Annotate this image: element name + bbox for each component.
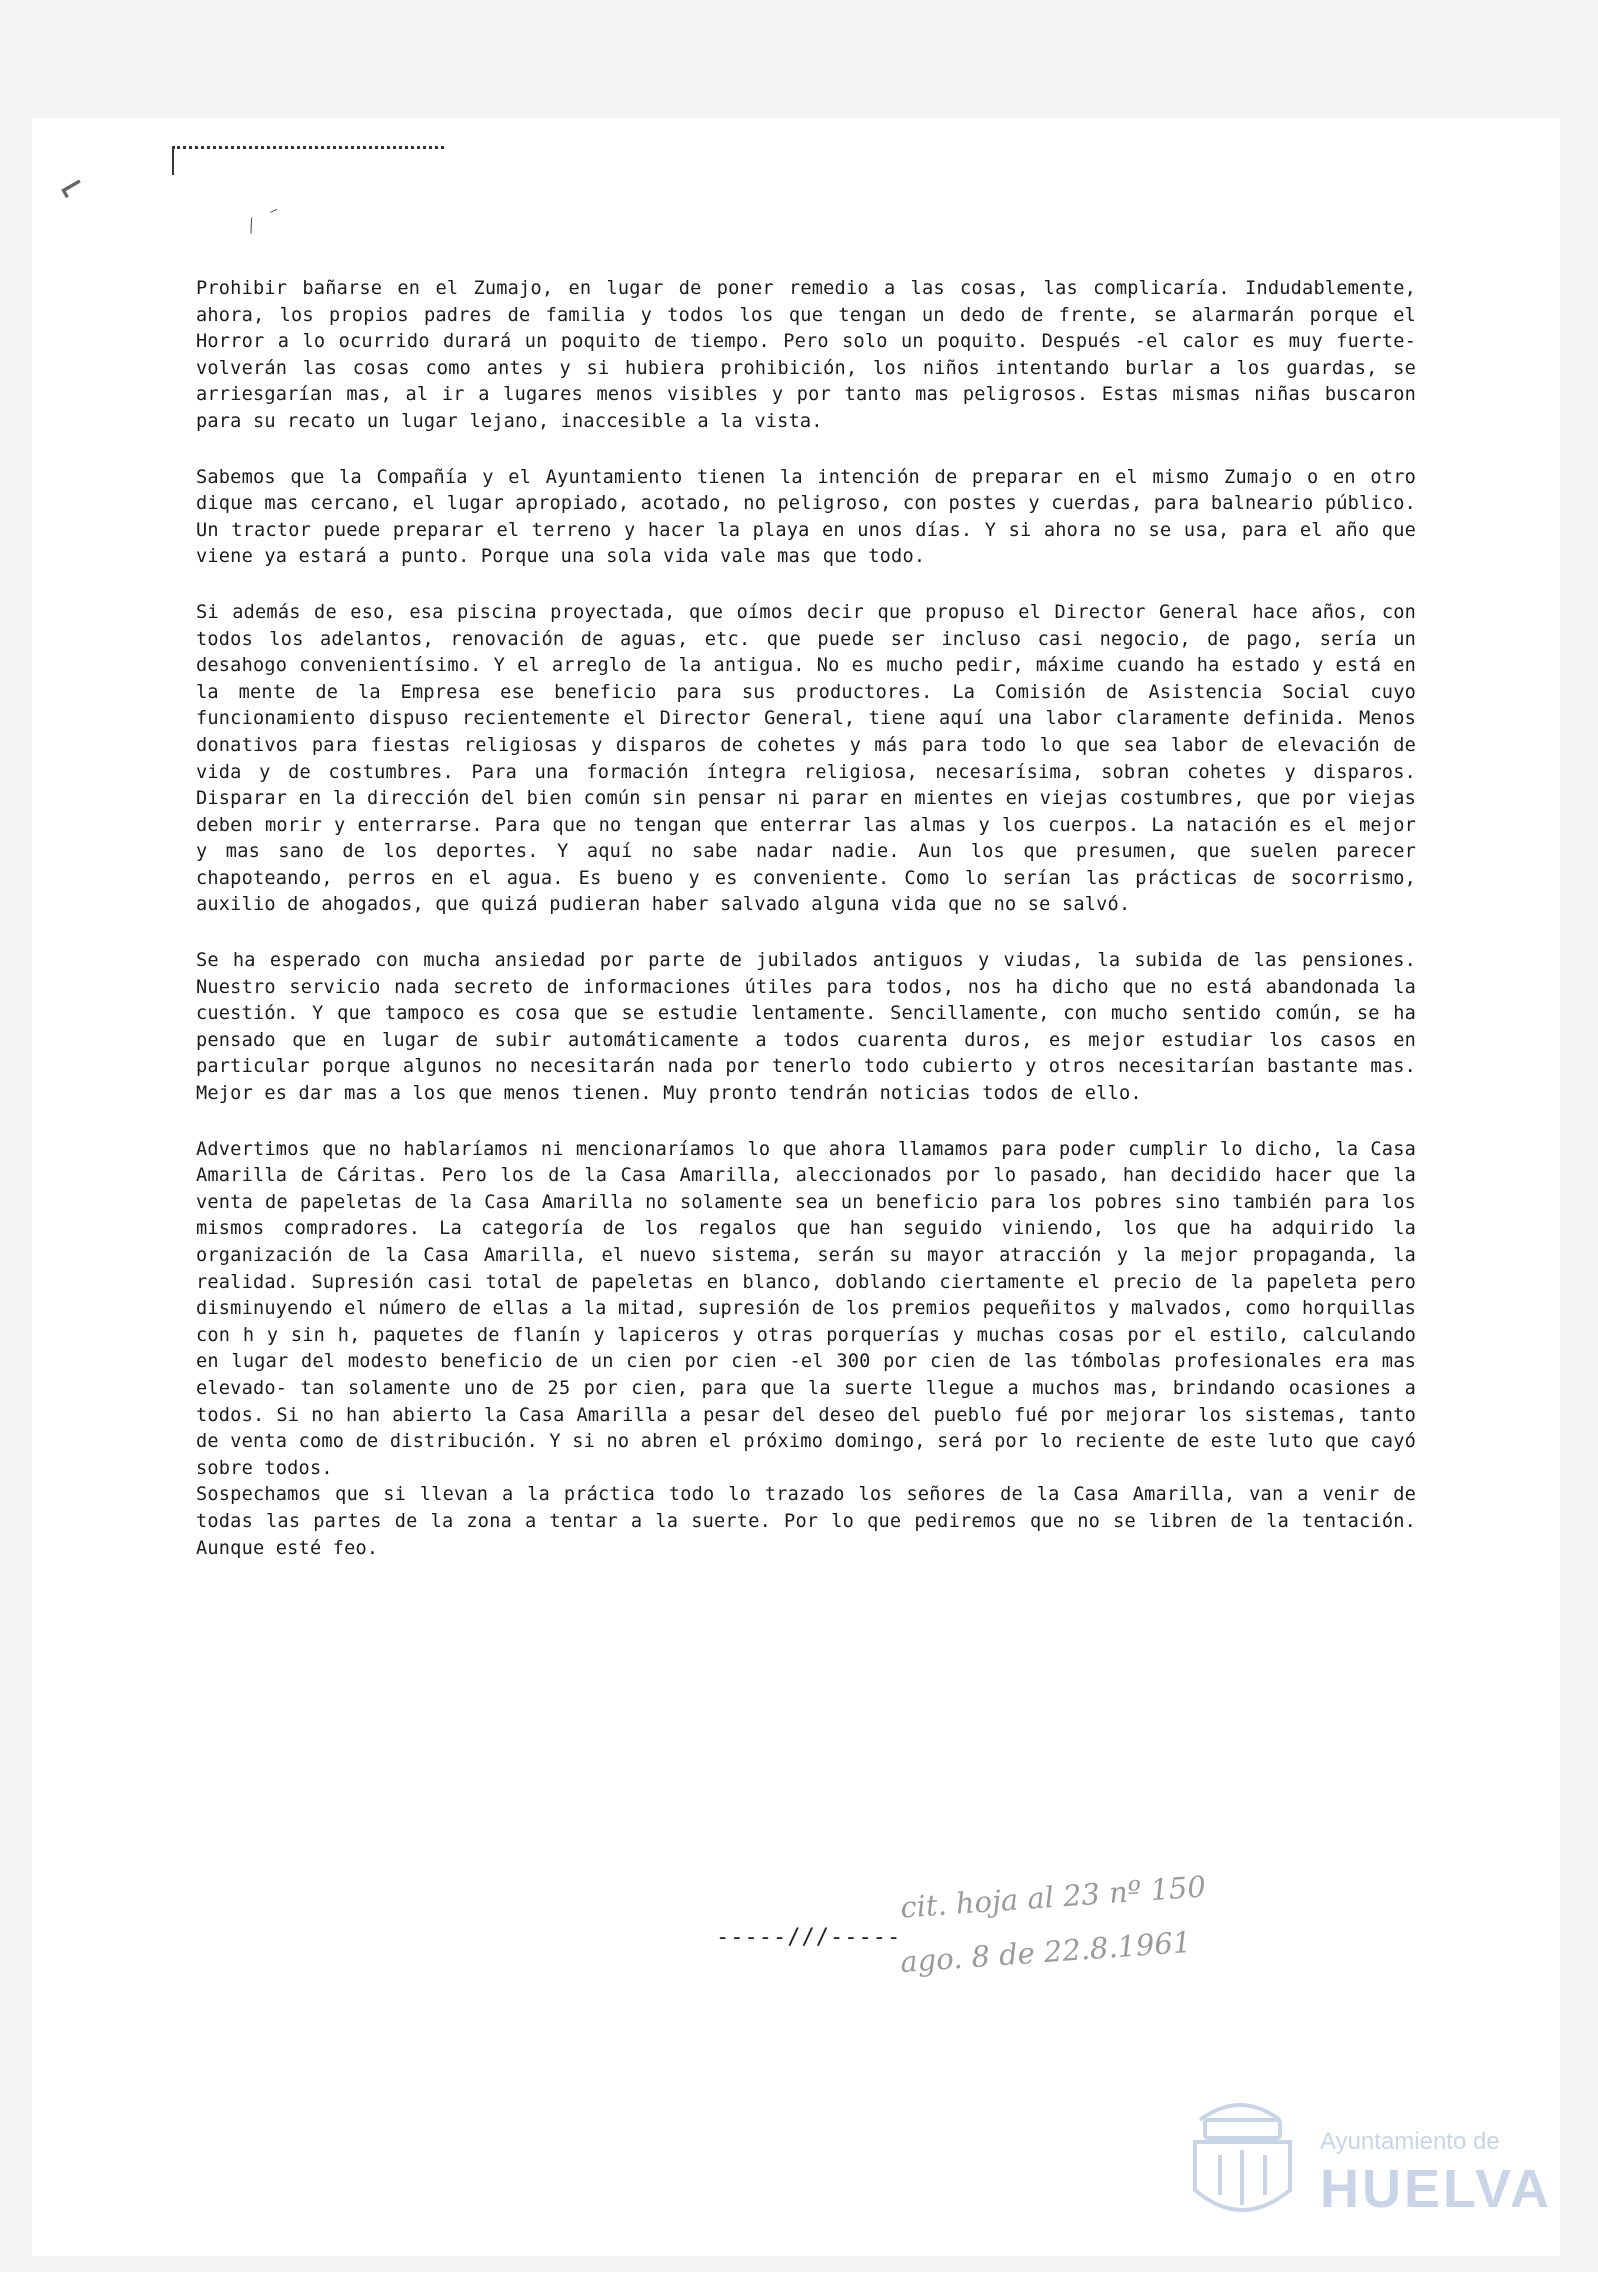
paragraph-1: Prohibir bañarse en el Zumajo, en lugar de poner remedio a las cosas, las complicaría. Indudablemente, ahora, los propios padres de familia y todos los que tengan un dedo de frente, se alarmarán porque el Horror a lo ocurrido durará un poquito de tiempo. Pero solo un poquito. Después -el calor es muy fuerte- volverán las cosas como antes y si hubiera prohibición, los niños intentando burlar a los guardas, se arriesgarían mas, al ir a lugares menos visibles y por tanto mas peligrosos. Estas mismas niñas buscaron para su recato un lugar lejano, inaccesible a la vista. xyxy=(196,278,1416,432)
corner-bracket-mark xyxy=(172,146,444,175)
pencil-tick: ⁄ ⁻ xyxy=(240,200,287,241)
typed-text-body xyxy=(196,276,1416,1591)
watermark-line2: HUELVA xyxy=(1320,2159,1552,2219)
paragraph-6: Sospechamos que si llevan a la práctica todo lo trazado los señores de la Casa Amarilla, van a venir de todas las partes de la zona a tentar a la suerte. Por lo que pediremos que no se libren de la tentación. Aunque esté feo. xyxy=(196,1484,1416,1559)
watermark-line1: Ayuntamiento de xyxy=(1320,2128,1500,2155)
handwritten-note-line1: cit. hoja al 23 nº 150 xyxy=(899,1869,1207,1925)
end-mark: -----///----- xyxy=(716,1925,902,1950)
pencil-mark: ⌐ xyxy=(50,162,94,214)
handwritten-note-line2: ago. 8 de 22.8.1961 xyxy=(899,1924,1193,1980)
paragraph-4: Se ha esperado con mucha ansiedad por parte de jubilados antiguos y viudas, la subida de las pensiones. Nuestro servicio nada secreto de informaciones útiles para todos, nos ha dicho que no está abandonada la cuestión. Y que tampoco es cosa que se estudie lentamente. Sencillamente, con mucho sentido común, se ha pensado que en lugar de subir automáticamente a todos cuarenta duros, es mejor estudiar los casos en particular porque algunos no necesitarán nada por tenerlo todo cubierto y otros necesitarían bastante mas. Mejor es dar mas a los que menos tienen. Muy pronto tendrán noticias todos de ello. xyxy=(196,950,1416,1105)
paragraph-2: Sabemos que la Compañía y el Ayuntamiento tienen la intención de preparar en el mismo Zumajo o en otro dique mas cercano, el lugar apropiado, acotado, no peligroso, con postes y cuerdas, para balneario público. Un tractor puede preparar el terreno y hacer la playa en unos días. Y si ahora no se usa, para el año que viene ya estará a punto. Porque una sola vida vale mas que todo. xyxy=(196,466,1416,568)
paragraph-3: Si además de eso, esa piscina proyectada, que oímos decir que propuso el Director General hace años, con todos los adelantos, renovación de aguas, etc. que puede ser incluso casi negocio, de pago, sería un desahogo convenientísimo. Y el arreglo de la antigua. No es mucho pedir, máxime cuando ha estado y está en la mente de la Empresa ese beneficio para sus productores. La Comisión de Asistencia Social cuyo funcionamiento dispuso recientemente el Director General, tiene aquí una labor claramente definida. Menos donativos para fiestas religiosas y disparos de cohetes y más para todo lo que sea labor de elevación de vida y de costumbres. Para una formación íntegra religiosa, necesarísima, sobran cohetes y disparos. Disparar en la dirección del bien común sin pensar ni parar en mientes en viejas costumbres, que por viejas deben morir y enterrarse. Para que no tengan que enterrar las almas y los cuerpos. La natación es el mejor y mas sano de los deportes. Y aquí no sabe nadar nadie. Aun los que presumen, que suelen parecer chapoteando, perros en el agua. Es bueno y es conveniente. Como lo serían las prácticas de socorrismo, auxilio de ahogados, que quizá pudieran haber salvado alguna vida que no se salvó. xyxy=(196,601,1416,916)
paragraph-5: Advertimos que no hablaríamos ni mencionaríamos lo que ahora llamamos para poder cumplir lo dicho, la Casa Amarilla de Cáritas. Pero los de la Casa Amarilla, aleccionados por lo pasado, han decidido hacer que la venta de papeletas de la Casa Amarilla no solamente sea un beneficio para los pobres sino también para los mismos compradores. La categoría de los regalos que han seguido viniendo, los que ha adquirido la organización de la Casa Amarilla, el nuevo sistema, serán su mayor atracción y la mejor propaganda, la realidad. Supresión casi total de papeletas en blanco, doblando ciertamente el precio de la papeleta pero disminuyendo el número de ellas a la mitad, supresión de los premios pequeñitos y malvados, como horquillas con h y sin h, paquetes de flanín y lapiceros y otras porquerías y muchas cosas por el estilo, calculando en lugar del modesto beneficio de un cien por cien -el 300 por cien de las tómbolas profesionales era mas elevado- tan solamente uno de 25 por cien, para que la suerte llegue a muchos mas, brindando ocasiones a todos. Si no han abierto la Casa Amarilla a pesar del deseo del pueblo fué por mejorar los sistemas, tanto de venta como de distribución. Y si no abren el próximo domingo, será por lo reciente de este luto que cayó sobre todos. xyxy=(196,1138,1416,1479)
